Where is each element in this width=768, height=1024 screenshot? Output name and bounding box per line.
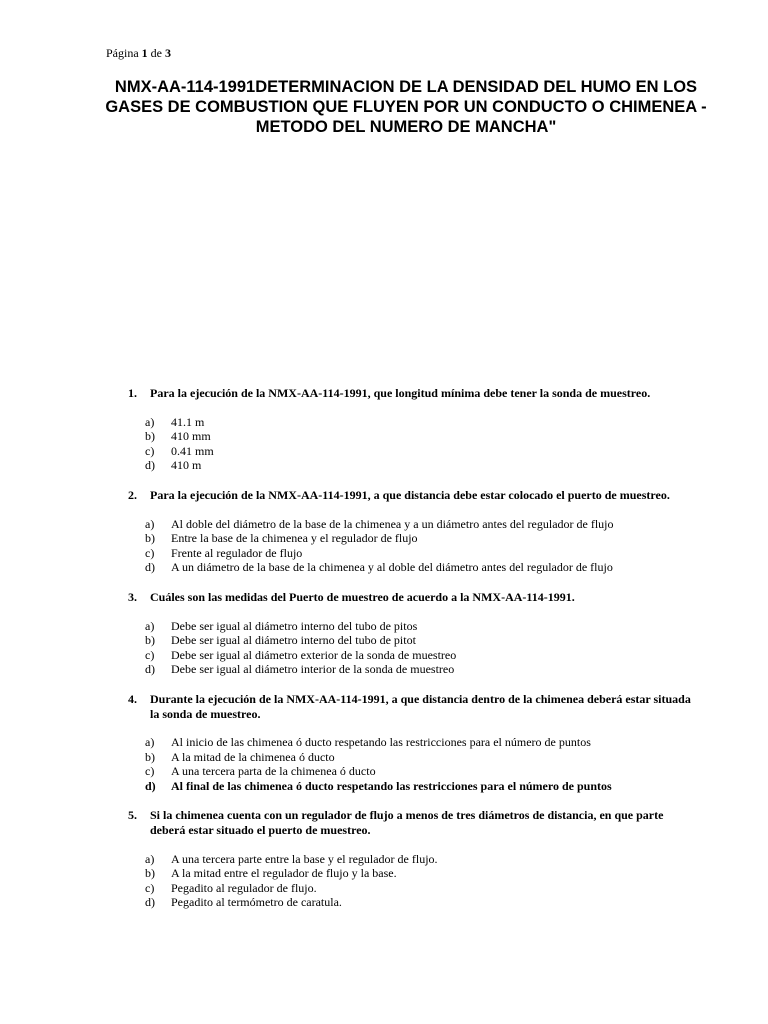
question-item (128, 590, 698, 677)
question-number: 4. (128, 691, 137, 706)
question-text: Cuáles son las medidas del Puerto de muestreo de acuerdo a la NMX-AA-114-1991. (150, 589, 575, 604)
answer-options (128, 415, 698, 473)
question-number: 5. (128, 808, 137, 823)
answer-option (145, 735, 698, 750)
option-letter: c) (145, 647, 155, 662)
option-letter: c) (145, 443, 155, 458)
option-letter: a) (145, 851, 155, 866)
page-total: 3 (165, 46, 171, 60)
question-text: Para la ejecución de la NMX-AA-114-1991, a que distancia debe estar colocado el puerto de muestreo. (150, 487, 670, 502)
answer-option (145, 429, 698, 444)
page-label: Página (106, 46, 139, 60)
question-heading (128, 488, 698, 503)
option-letter: a) (145, 618, 155, 633)
question-text: Si la chimenea cuenta con un regulador de flujo a menos de tres diámetros de distancia, en que parte deberá estar situado el puerto de muestreo. (150, 808, 664, 838)
answer-option (145, 560, 698, 575)
answer-option (145, 546, 698, 561)
option-text: 0.41 mm (171, 443, 214, 458)
option-text: Frente al regulador de flujo (171, 545, 303, 560)
answer-option (145, 458, 698, 473)
document-title: NMX-AA-114-1991DETERMINACION DE LA DENSIDAD DEL HUMO EN LOS GASES DE COMBUSTION QUE FLUYEN POR UN CONDUCTO O CHIMENEA - METODO DEL NUMERO DE MANCHA" (105, 78, 707, 136)
option-text: A una tercera parta de la chimenea ó ducto (171, 764, 376, 779)
option-letter: d) (145, 662, 155, 677)
answer-options (128, 735, 698, 793)
option-letter: d) (145, 560, 155, 575)
question-number: 1. (128, 386, 137, 400)
answer-option (145, 619, 698, 634)
question-text: Para la ejecución de la NMX-AA-114-1991, que longitud mínima debe tener la sonda de muestreo. (150, 386, 651, 400)
answer-option (145, 866, 698, 881)
option-text: A la mitad entre el regulador de flujo y la base. (171, 866, 397, 881)
option-text: 410 mm (171, 429, 211, 444)
answer-options (128, 852, 698, 910)
question-heading (128, 808, 698, 837)
option-text: Al final de las chimenea ó ducto respetando las restricciones para el número de puntos (171, 778, 612, 793)
question-item (128, 808, 698, 910)
option-text: 410 m (171, 458, 202, 473)
option-text: Entre la base de la chimenea y el regulador de flujo (171, 531, 418, 546)
answer-option (145, 648, 698, 663)
answer-option (145, 750, 698, 765)
option-letter: d) (145, 895, 155, 910)
option-letter: a) (145, 735, 155, 750)
option-text: Al doble del diámetro de la base de la chimenea y a un diámetro antes del regulador de flujo (171, 516, 614, 531)
option-letter: a) (145, 516, 155, 531)
option-text: Pegadito al regulador de flujo. (171, 880, 317, 895)
page-current: 1 (141, 46, 148, 60)
answer-options (128, 619, 698, 677)
option-text: Debe ser igual al diámetro interno del tubo de pitos (171, 618, 418, 633)
option-letter: a) (145, 414, 155, 429)
answer-option (145, 764, 698, 779)
question-heading (128, 692, 698, 721)
option-letter: d) (145, 778, 156, 793)
option-letter: b) (145, 429, 155, 444)
question-heading (128, 386, 698, 401)
option-letter: b) (145, 749, 155, 764)
answer-option (145, 517, 698, 532)
option-text: Al inicio de las chimenea ó ducto respetando las restricciones para el número de puntos (171, 735, 591, 750)
question-list (128, 386, 698, 925)
option-letter: c) (145, 545, 155, 560)
option-text: Debe ser igual al diámetro interior de la sonda de muestreo (171, 662, 455, 677)
answer-option (145, 779, 698, 794)
question-item (128, 488, 698, 575)
option-letter: b) (145, 531, 155, 546)
answer-options (128, 517, 698, 575)
question-text: Durante la ejecución de la NMX-AA-114-1991, a que distancia dentro de la chimenea deberá estar situada la sonda de muestreo. (150, 691, 691, 721)
question-number: 2. (128, 487, 137, 502)
option-text: 41.1 m (171, 414, 205, 429)
answer-option (145, 852, 698, 867)
answer-option (145, 633, 698, 648)
answer-option (145, 444, 698, 459)
option-letter: b) (145, 866, 155, 881)
option-text: A un diámetro de la base de la chimenea y al doble del diámetro antes del regulador de flujo (171, 560, 613, 575)
option-text: Debe ser igual al diámetro exterior de la sonda de muestreo (171, 647, 457, 662)
question-item (128, 386, 698, 473)
option-text: Debe ser igual al diámetro interno del tubo de pitot (171, 633, 416, 648)
option-letter: c) (145, 880, 155, 895)
question-item (128, 692, 698, 794)
question-heading (128, 590, 698, 605)
answer-option (145, 881, 698, 896)
answer-option (145, 895, 698, 910)
option-text: A una tercera parte entre la base y el regulador de flujo. (171, 851, 438, 866)
answer-option (145, 662, 698, 677)
page-number-header (106, 45, 171, 61)
option-text: Pegadito al termómetro de caratula. (171, 895, 342, 910)
page-of-label: de (150, 46, 162, 60)
option-letter: d) (145, 458, 155, 473)
question-number: 3. (128, 589, 137, 604)
option-letter: c) (145, 764, 155, 779)
option-letter: b) (145, 633, 155, 648)
answer-option (145, 531, 698, 546)
answer-option (145, 415, 698, 430)
option-text: A la mitad de la chimenea ó ducto (171, 749, 335, 764)
